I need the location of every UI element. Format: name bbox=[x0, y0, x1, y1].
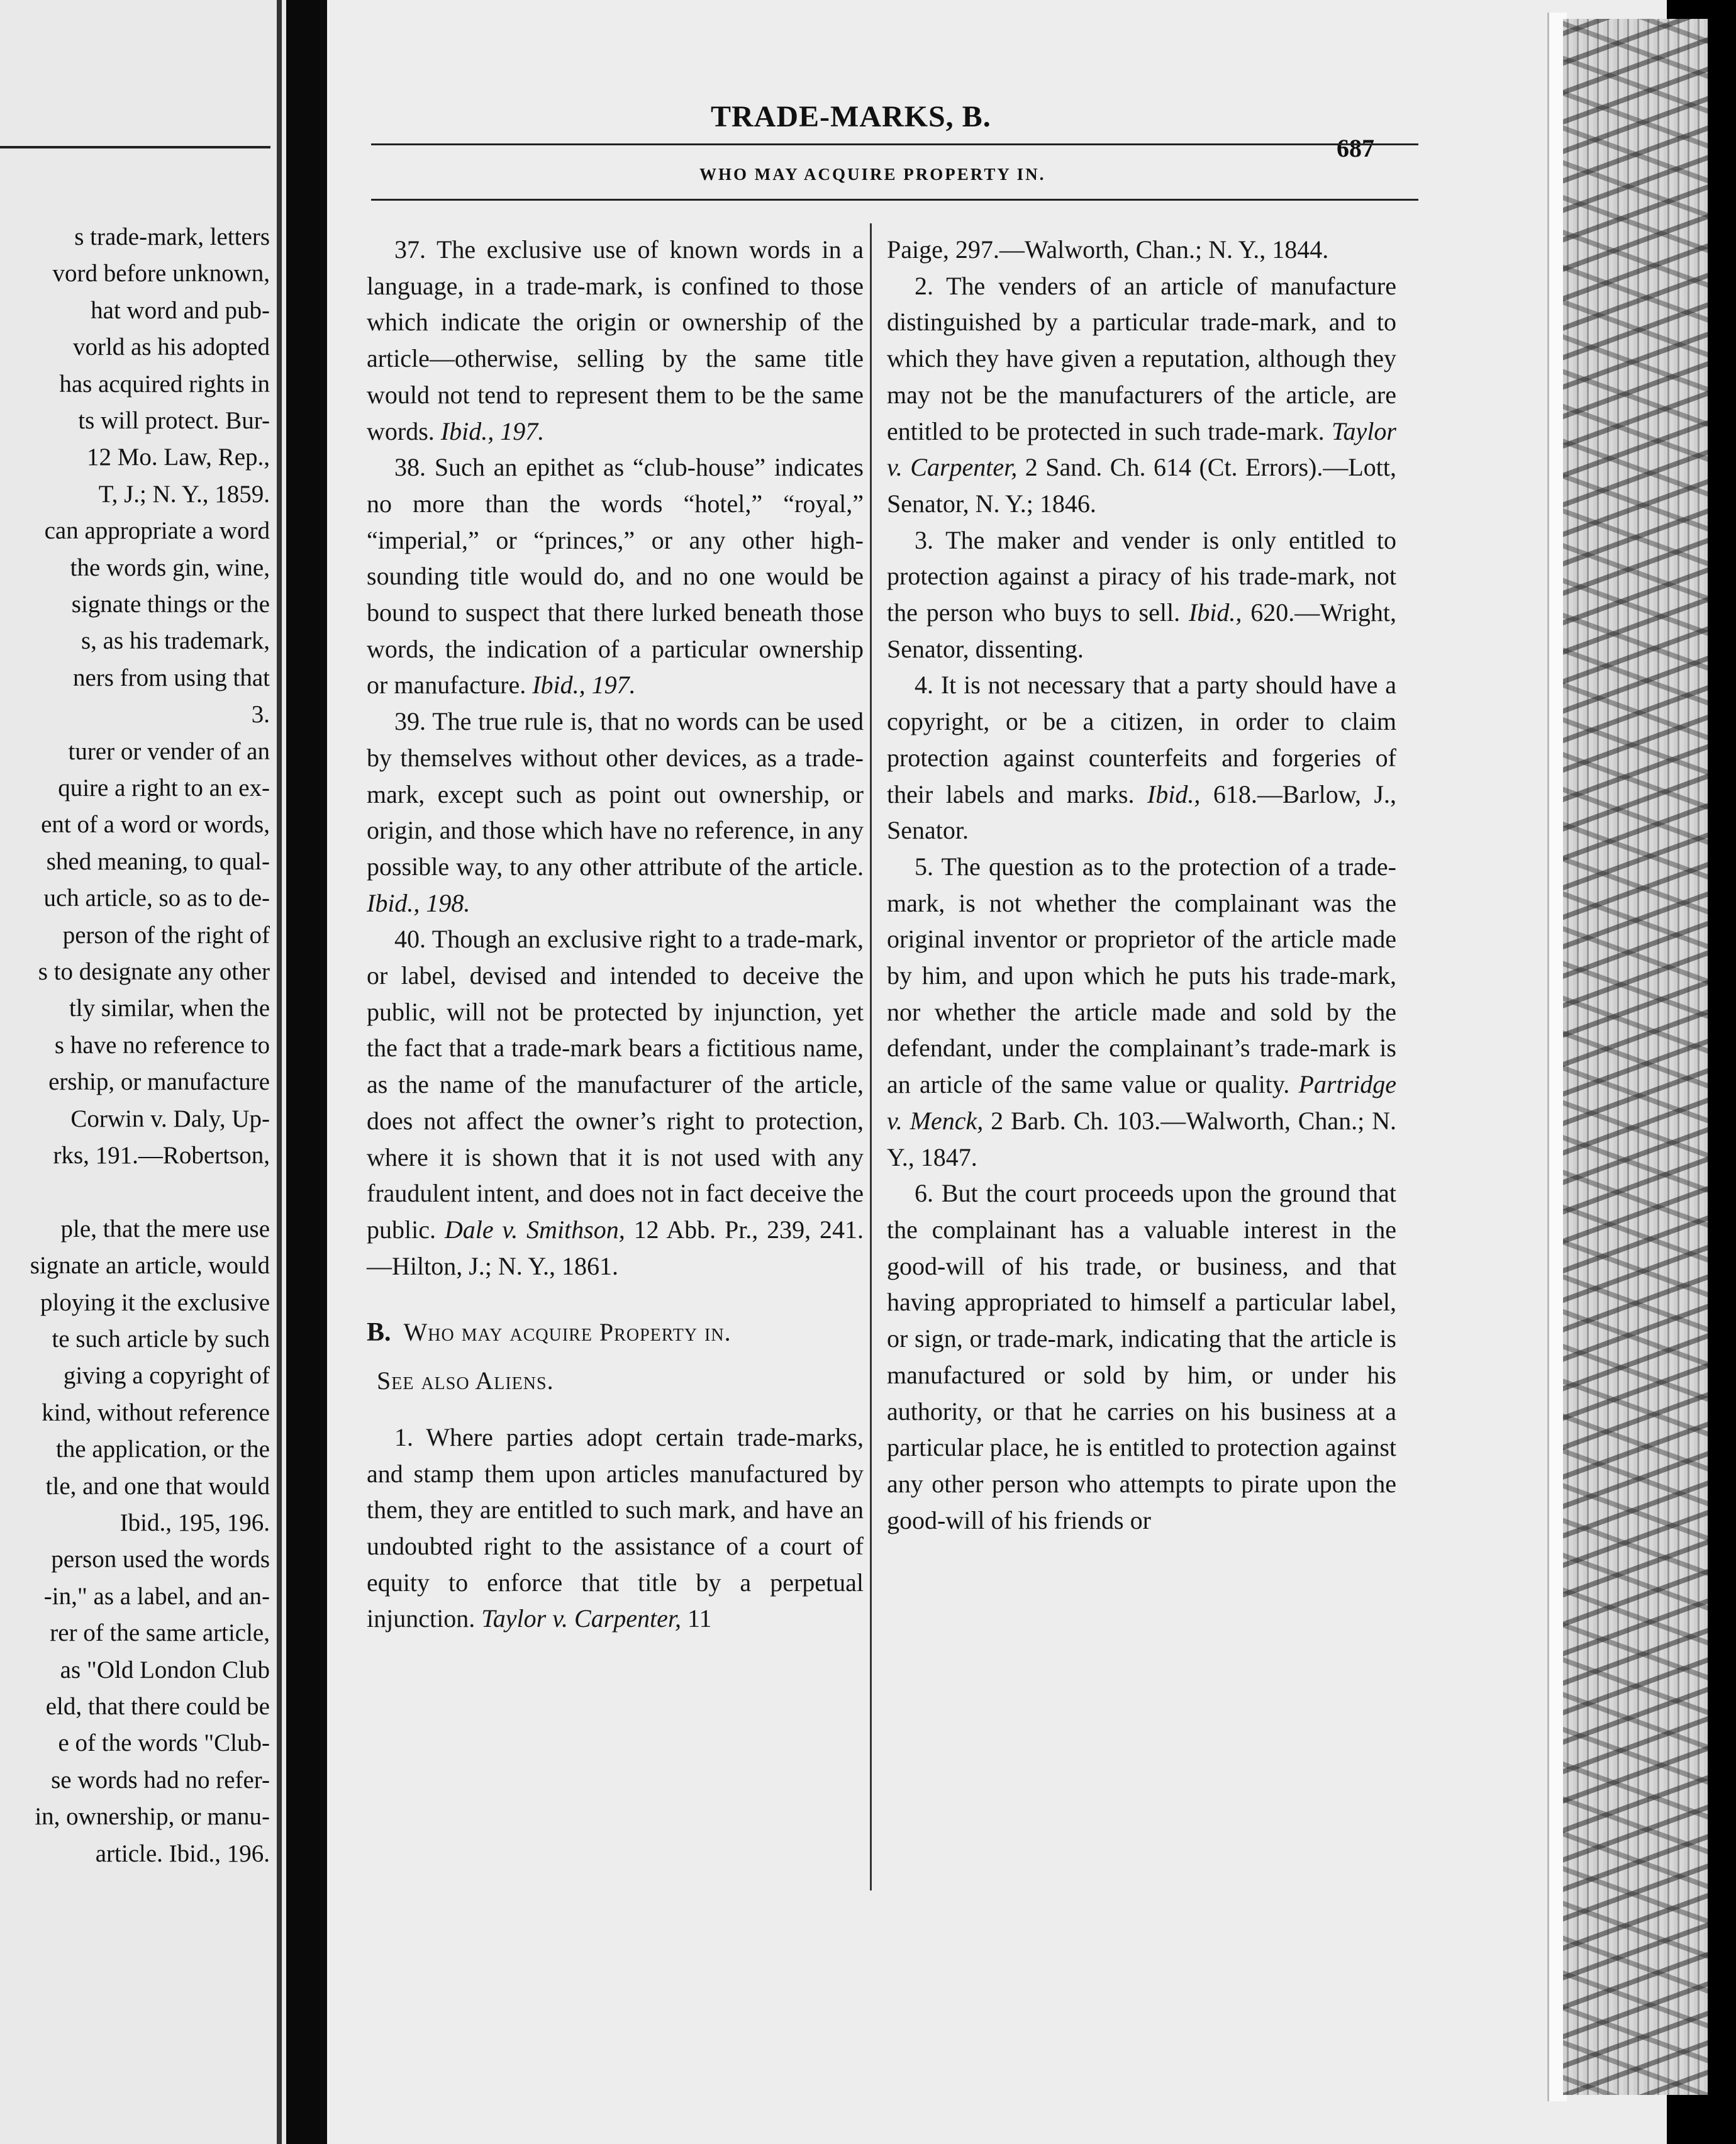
left-page-line: ent of a word or words, bbox=[41, 811, 270, 839]
book-gutter bbox=[286, 0, 330, 2144]
left-page-line: te such article by such bbox=[52, 1326, 270, 1353]
paragraph-39: 39. The true rule is, that no words can be used by themselves without other devices, as a trade-mark, except such as point out ownership, or origin, and those which have no reference, in any possible way, to any other attribute of the article. Ibid., 198. bbox=[367, 707, 864, 917]
running-title: TRADE-MARKS, B. bbox=[711, 100, 991, 133]
left-page-line: as "Old London Club bbox=[60, 1656, 270, 1683]
left-page-header-rule bbox=[0, 146, 270, 148]
paragraph-40: 40. Though an exclusive right to a trade-mark, or label, devised and intended to deceive the public, will not be protected by injunction, yet the fact that a trade-mark bears a fictitious name, as the name of the manufacturer of the article, does not affect the owner’s right to protection, where it is shown that it is not used with any fraudulent intent, and does not in fact deceive the public. Dale v. Smithson, 12 Abb. Pr., 239, 241. —Hilton, J.; N. Y., 1861. bbox=[367, 925, 864, 1280]
left-page-line: se words had no refer- bbox=[51, 1766, 270, 1794]
left-page-line: rks, 191.—Robertson, bbox=[53, 1142, 270, 1169]
left-page-line: Ibid., 195, 196. bbox=[120, 1509, 270, 1536]
left-page-line: ploying it the exclusive bbox=[40, 1288, 270, 1316]
left-page-line: e of the words "Club- bbox=[58, 1729, 270, 1757]
left-page-line: s, as his trademark, bbox=[81, 627, 270, 655]
left-page-line: the words gin, wine, bbox=[70, 554, 270, 581]
left-page-line: vord before unknown, bbox=[52, 260, 270, 288]
left-page-line: 12 Mo. Law, Rep., bbox=[86, 444, 270, 471]
left-page-line: s trade-mark, letters bbox=[74, 223, 270, 250]
paragraph-5: 5. The question as to the protection of a trade-mark, is not whether the complainant was the original inventor or proprietor of the article made by him, and upon which he puts his trade-mark, nor whether the article made and sold by the defendant, under the complainant’s trade-mark is an article of the same value or quality. Partridge v. Menck, 2 Barb. Ch. 103.—Walworth, Chan.; N. Y., 1847. bbox=[887, 852, 1396, 1171]
paragraph-6: 6. But the court proceeds upon the ground that the complainant has a valuable interest in the good-will of his trade, or business, and that having appropriated to himself a particular label, or sign, or trade-mark, indicating that the article is manufactured or sold by him, or under his authority, or that he carries on his business at a particular place, he is entitled to protection against any other person who attempts to pirate upon the good-will of his friends or bbox=[887, 1179, 1396, 1534]
left-page-line: 3. bbox=[251, 701, 270, 729]
left-page-line: ple, that the mere use bbox=[60, 1215, 270, 1242]
citation: Ibid., 197. bbox=[440, 416, 545, 445]
section-heading bbox=[367, 1314, 864, 1351]
paragraph-37: 37. The exclusive use of known words in a language, in a trade-mark, is confined to those which indicate the origin or ownership of the article—otherwise, selling by the same title would not tend to represent them to be the same words. Ibid., 197. bbox=[367, 235, 864, 445]
column-right bbox=[887, 232, 1396, 1538]
left-page-line: has acquired rights in bbox=[59, 370, 270, 398]
case-name: Taylor v. Carpenter, bbox=[887, 416, 1396, 482]
paragraph-38: 38. Such an epithet as “club-house” indicates no more than the words “hotel,” “royal,” “imperial,” or “princes,” or any other high-sounding title would do, and no one would be bound to suspect that there lurked beneath those words, the indication of a particular ownership or manufacture. Ibid., 197. bbox=[367, 453, 864, 700]
left-page-line: vorld as his adopted bbox=[72, 333, 270, 361]
left-facing-page bbox=[0, 0, 286, 2144]
header-rule-top bbox=[371, 143, 1418, 145]
left-page-line: tly similar, when the bbox=[69, 995, 270, 1022]
column-left bbox=[367, 232, 864, 1637]
case-name: Partridge v. Menck, bbox=[887, 1070, 1396, 1135]
left-page-line: signate an article, would bbox=[30, 1252, 270, 1280]
left-page-line: in, ownership, or manu- bbox=[35, 1803, 270, 1831]
paragraph-1: 1. Where parties adopt certain trade-marks, and stamp them upon articles manufactured by them, they are entitled to such mark, and have an undoubted right to the assistance of a court of equity to enforce that title by a perpetual injunction. Taylor v. Carpenter, 11 bbox=[367, 1422, 864, 1633]
left-page-line: article. Ibid., 196. bbox=[95, 1840, 270, 1867]
paragraph-continuation: Paige, 297.—Walworth, Chan.; N. Y., 1844. bbox=[887, 235, 1329, 264]
paragraph-3: 3. The maker and vender is only entitled to protection against a piracy of his trade-mark, not the person who buys to sell. Ibid., 620.—Wright, Senator, dissenting. bbox=[887, 525, 1396, 663]
column-divider bbox=[870, 223, 872, 1890]
left-page-line: giving a copyright of bbox=[63, 1362, 270, 1390]
left-page-line: kind, without reference bbox=[42, 1399, 270, 1426]
left-page-line: -in," as a label, and an- bbox=[43, 1582, 270, 1610]
marbled-edge bbox=[1563, 19, 1708, 2095]
see-also: See also Aliens. bbox=[377, 1366, 554, 1395]
left-page-line: s have no reference to bbox=[54, 1031, 270, 1059]
section-title: Who may acquire Property in. bbox=[403, 1318, 732, 1347]
page-number: 687 bbox=[1337, 134, 1374, 162]
left-page-line: turer or vender of an bbox=[68, 737, 270, 765]
left-page-line: quire a right to an ex- bbox=[58, 774, 270, 801]
left-page-line: person used the words bbox=[51, 1546, 270, 1573]
case-name: Dale v. Smithson, bbox=[444, 1215, 625, 1244]
left-page-line: hat word and pub- bbox=[91, 296, 270, 324]
case-name: Ibid., bbox=[1188, 598, 1242, 627]
left-page-line: signate things or the bbox=[71, 591, 270, 618]
case-name: Taylor v. Carpenter, bbox=[481, 1604, 682, 1633]
left-page-line: can appropriate a word bbox=[44, 517, 270, 545]
left-page-line: rer of the same article, bbox=[50, 1619, 270, 1647]
left-page-edge bbox=[277, 0, 282, 2144]
citation: Ibid., 198. bbox=[367, 888, 470, 917]
left-page-line: ners from using that bbox=[72, 664, 270, 691]
case-name: Ibid., bbox=[1147, 779, 1201, 808]
left-page-line: ts will protect. Bur- bbox=[78, 407, 270, 434]
left-page-line: ership, or manufacture bbox=[48, 1068, 270, 1096]
left-page-line: the application, or the bbox=[55, 1436, 270, 1463]
left-page-line: uch article, so as to de- bbox=[43, 885, 270, 912]
section-subhead: WHO MAY ACQUIRE PROPERTY IN. bbox=[699, 165, 1046, 184]
left-page-line: s to designate any other bbox=[38, 958, 270, 985]
left-page-line: T, J.; N. Y., 1859. bbox=[98, 480, 270, 508]
left-page-line: eld, that there could be bbox=[45, 1693, 270, 1720]
paragraph-4: 4. It is not necessary that a party should have a copyright, or be a citizen, in order to claim protection against counterfeits and forgeries of their labels and marks. Ibid., 618.—Barlow, J., Senator. bbox=[887, 671, 1396, 845]
header-rule-bottom bbox=[371, 199, 1418, 201]
left-page-line: tle, and one that would bbox=[45, 1472, 270, 1500]
citation: Ibid., 197. bbox=[532, 671, 636, 700]
left-page-line: person of the right of bbox=[62, 921, 270, 949]
paragraph-2: 2. The venders of an article of manufacture distinguished by a particular trade-mark, and to which they have given a reputation, although they may not be the manufacturers of the article, are entitled to be protected in such trade-mark. Taylor v. Carpenter, 2 Sand. Ch. 614 (Ct. Errors).—Lott, Senator, N. Y.; 1846. bbox=[887, 271, 1396, 518]
section-letter: B. bbox=[367, 1318, 391, 1348]
left-page-line: Corwin v. Daly, Up- bbox=[70, 1105, 270, 1132]
left-page-line: shed meaning, to qual- bbox=[46, 847, 270, 875]
